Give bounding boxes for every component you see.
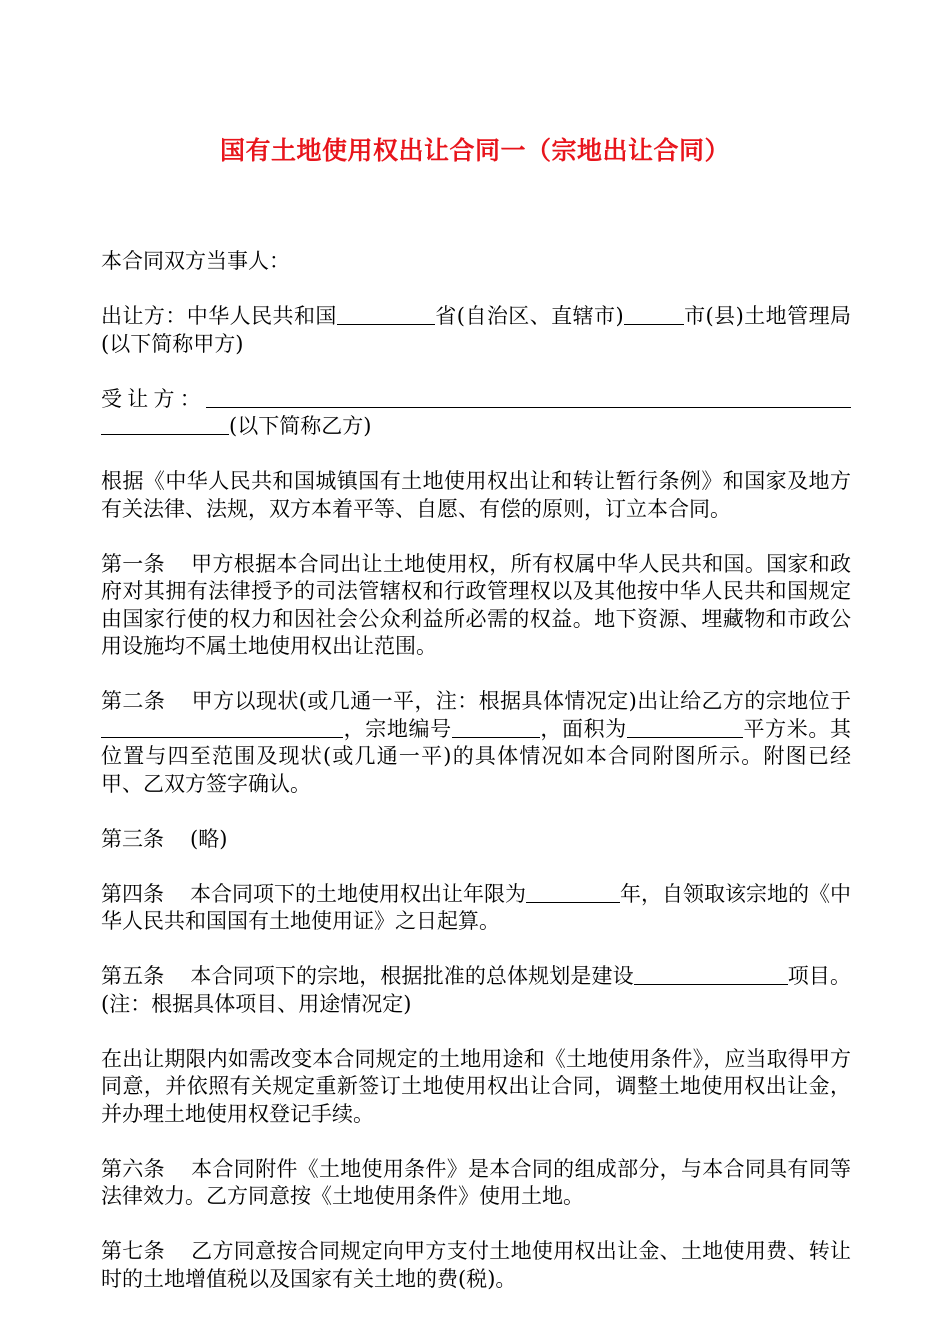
party-a-paragraph xyxy=(101,303,851,358)
article-text: 平方米。其位置与四至范围及现状(或几通一平)的具体情况如本合同附图所示。附图已经甲、乙双方签字确认。 xyxy=(101,716,851,796)
article-text: 甲方以现状(或几通一平，注：根据具体情况定)出让给乙方的宗地位于 xyxy=(191,689,852,713)
province-blank xyxy=(337,303,435,325)
party-a-text: 出让方：中华人民共和国 xyxy=(101,304,337,328)
basis-paragraph xyxy=(101,468,851,523)
intro-text: 本合同双方当事人： xyxy=(101,249,290,273)
party-b-label: 受让方： xyxy=(101,386,206,411)
article-text: 甲方根据本合同出让土地使用权，所有权属中华人民共和国。国家和政府对其拥有法律授予的司法管辖权和行政管理权以及其他按中华人民共和国规定由国家行使的权力和因社会公众利益所必需的权益。地下资源、埋藏物和市政公用设施均不属土地使用权出让范围。 xyxy=(101,551,852,658)
article-text: 本合同附件《土地使用条件》是本合同的组成部分，与本合同具有同等法律效力。乙方同意按《土地使用条件》使用土地。 xyxy=(101,1156,852,1208)
article-5 xyxy=(101,963,851,1018)
article-text: ，宗地编号 xyxy=(343,716,452,741)
article-6 xyxy=(101,1156,851,1211)
change-use-text: 在出让期限内如需改变本合同规定的土地用途和《土地使用条件》，应当取得甲方同意，并依照有关规定重新签订土地使用权出让合同，调整土地使用权出让金，并办理土地使用权登记手续。 xyxy=(101,1046,851,1126)
article-text: 本合同项下的宗地，根据批准的总体规划是建设 xyxy=(190,964,634,988)
area-blank xyxy=(723,716,743,738)
article-text: 本合同项下的土地使用权出让年限为 xyxy=(190,881,526,906)
project-blank xyxy=(774,963,788,985)
party-a-text: 省(自治区、直辖市) xyxy=(434,304,624,328)
party-b-paragraph xyxy=(101,386,851,441)
article-label: 第三条 xyxy=(101,826,164,851)
contract-body xyxy=(101,248,851,1321)
article-text: (略) xyxy=(190,826,228,851)
article-text: 年，自领取该宗地的《中华人民共和国国有土地使用证》之日起算。 xyxy=(101,881,851,933)
party-a-text: 市(县)土地管理局(以下简称甲方) xyxy=(101,304,852,356)
article-text: 乙方同意按合同规定向甲方支付土地使用权出让金、土地使用费、转让时的土地增值税以及国家有关土地的费(税)。 xyxy=(101,1239,852,1291)
article-3 xyxy=(101,826,851,854)
city-blank xyxy=(624,303,684,325)
article-text: 项目。(注：根据具体项目、用途情况定) xyxy=(101,964,852,1016)
article-1 xyxy=(101,551,851,661)
article-label: 第一条 xyxy=(101,551,165,576)
article-label: 第四条 xyxy=(101,881,164,906)
change-use-paragraph xyxy=(101,1046,851,1129)
parcel-number-blank xyxy=(452,716,540,738)
article-text: ，面积为 xyxy=(539,716,627,741)
assignee-blank xyxy=(206,386,851,408)
basis-text: 根据《中华人民共和国城镇国有土地使用权出让和转让暂行条例》和国家及地方有关法律、法规，双方本着平等、自愿、有偿的原则，订立本合同。 xyxy=(101,469,851,521)
intro-paragraph xyxy=(101,248,851,276)
article-label: 第二条 xyxy=(101,689,166,713)
article-4 xyxy=(101,881,851,936)
term-years-blank xyxy=(526,881,620,903)
area-blank xyxy=(627,716,723,738)
article-label: 第六条 xyxy=(101,1156,165,1181)
document-title: 国有土地使用权出让合同一（宗地出让合同） xyxy=(219,136,730,165)
article-label: 第五条 xyxy=(101,964,165,988)
assignee-blank xyxy=(101,413,229,435)
article-2 xyxy=(101,688,851,798)
article-7 xyxy=(101,1238,851,1293)
party-b-suffix: (以下简称乙方) xyxy=(229,414,372,438)
article-label: 第七条 xyxy=(101,1239,165,1263)
project-blank xyxy=(634,963,774,985)
location-blank xyxy=(101,716,343,738)
